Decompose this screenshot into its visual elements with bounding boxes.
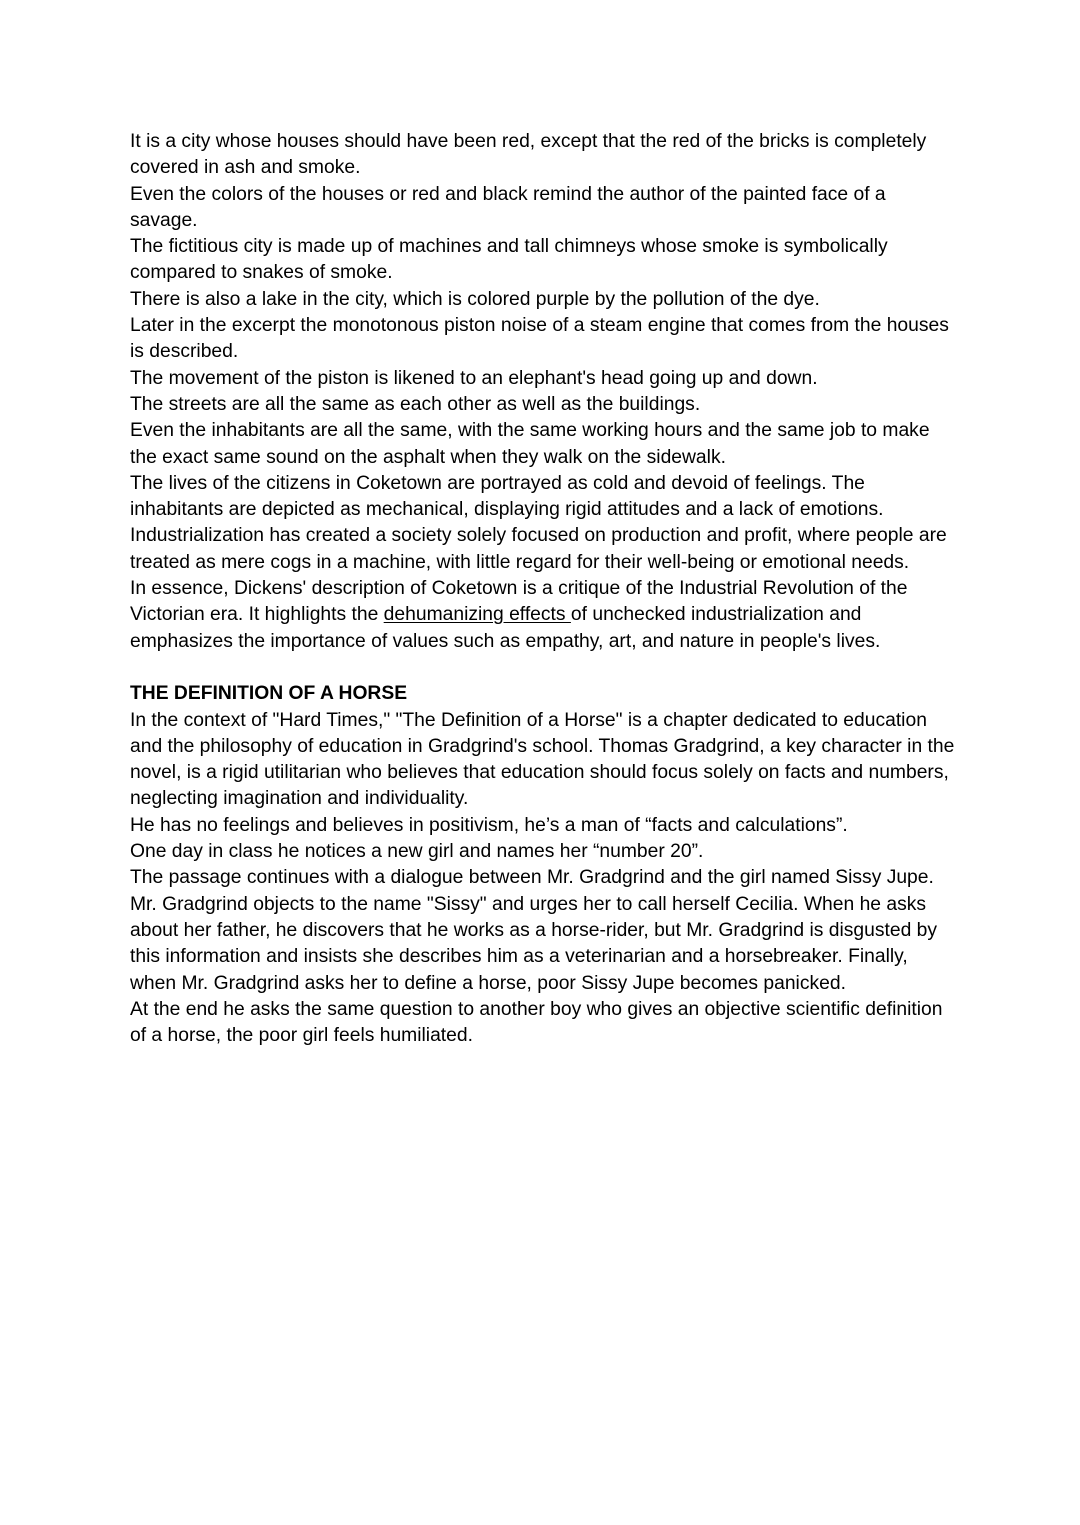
paragraph: In the context of "Hard Times," "The Definition of a Horse" is a chapter dedicated to education and the philosophy of education in Gradgrind's school. Thomas Gradgrind, a key character in the novel, is a rigid utilitarian who believes that education should focus solely on facts and numbers, neglecting imagination and individuality.: [130, 709, 955, 810]
coketown-section: [130, 129, 955, 655]
paragraph: The fictitious city is made up of machines and tall chimneys whose smoke is symbolically compared to snakes of smoke.: [130, 236, 888, 284]
paragraph: It is a city whose houses should have been red, except that the red of the bricks is completely covered in ash and smoke.: [130, 131, 927, 179]
paragraph: There is also a lake in the city, which is colored purple by the pollution of the dye.: [130, 288, 820, 310]
paragraph: The movement of the piston is likened to an elephant's head going up and down.: [130, 367, 818, 389]
paragraph: He has no feelings and believes in positivism, he’s a man of “facts and calculations”.: [130, 814, 848, 836]
section-heading: THE DEFINITION OF A HORSE: [130, 683, 408, 705]
paragraph: The passage continues with a dialogue between Mr. Gradgrind and the girl named Sissy Jupe. Mr. Gradgrind objects to the name "Sissy" and urges her to call herself Cecilia. When he asks about her father, he discovers that he works as a horse-rider, but Mr. Gradgrind is disgusted by this information and insists she describes him as a veterinarian and a horsebreaker. Finally, when Mr. Gradgrind asks her to define a horse, poor Sissy Jupe becomes panicked.: [130, 867, 938, 994]
paragraph: One day in class he notices a new girl and names her “number 20”.: [130, 841, 704, 863]
paragraph: Even the inhabitants are all the same, with the same working hours and the same job to make the exact same sound on the asphalt when they walk on the sidewalk.: [130, 420, 930, 468]
blank-line: [130, 655, 955, 681]
horse-definition-section: [130, 681, 955, 1049]
paragraph: Later in the excerpt the monotonous piston noise of a steam engine that comes from the houses is described.: [130, 315, 949, 363]
paragraph: The streets are all the same as each other as well as the buildings.: [130, 393, 701, 415]
closing-text-after: of unchecked industrialization and emphasizes the importance of values such as empathy, art, and nature in people's lives.: [130, 604, 881, 652]
closing-paragraph: [130, 576, 955, 655]
closing-text-before: In essence, Dickens' description of Coketown is a critique of the Industrial Revolution of the Victorian era. It highlights the: [130, 578, 908, 626]
paragraph: At the end he asks the same question to another boy who gives an objective scientific definition of a horse, the poor girl feels humiliated.: [130, 998, 943, 1047]
paragraph: The lives of the citizens in Coketown are portrayed as cold and devoid of feelings. The inhabitants are depicted as mechanical, displaying rigid attitudes and a lack of emotions. Industrialization has created a society solely focused on production and profit, where people are treated as mere cogs in a machine, with little regard for their well-being or emotional needs.: [130, 472, 947, 573]
document-page: [130, 129, 955, 1049]
underlined-phrase: dehumanizing effects: [383, 604, 571, 626]
paragraph: Even the colors of the houses or red and black remind the author of the painted face of a savage.: [130, 183, 886, 231]
